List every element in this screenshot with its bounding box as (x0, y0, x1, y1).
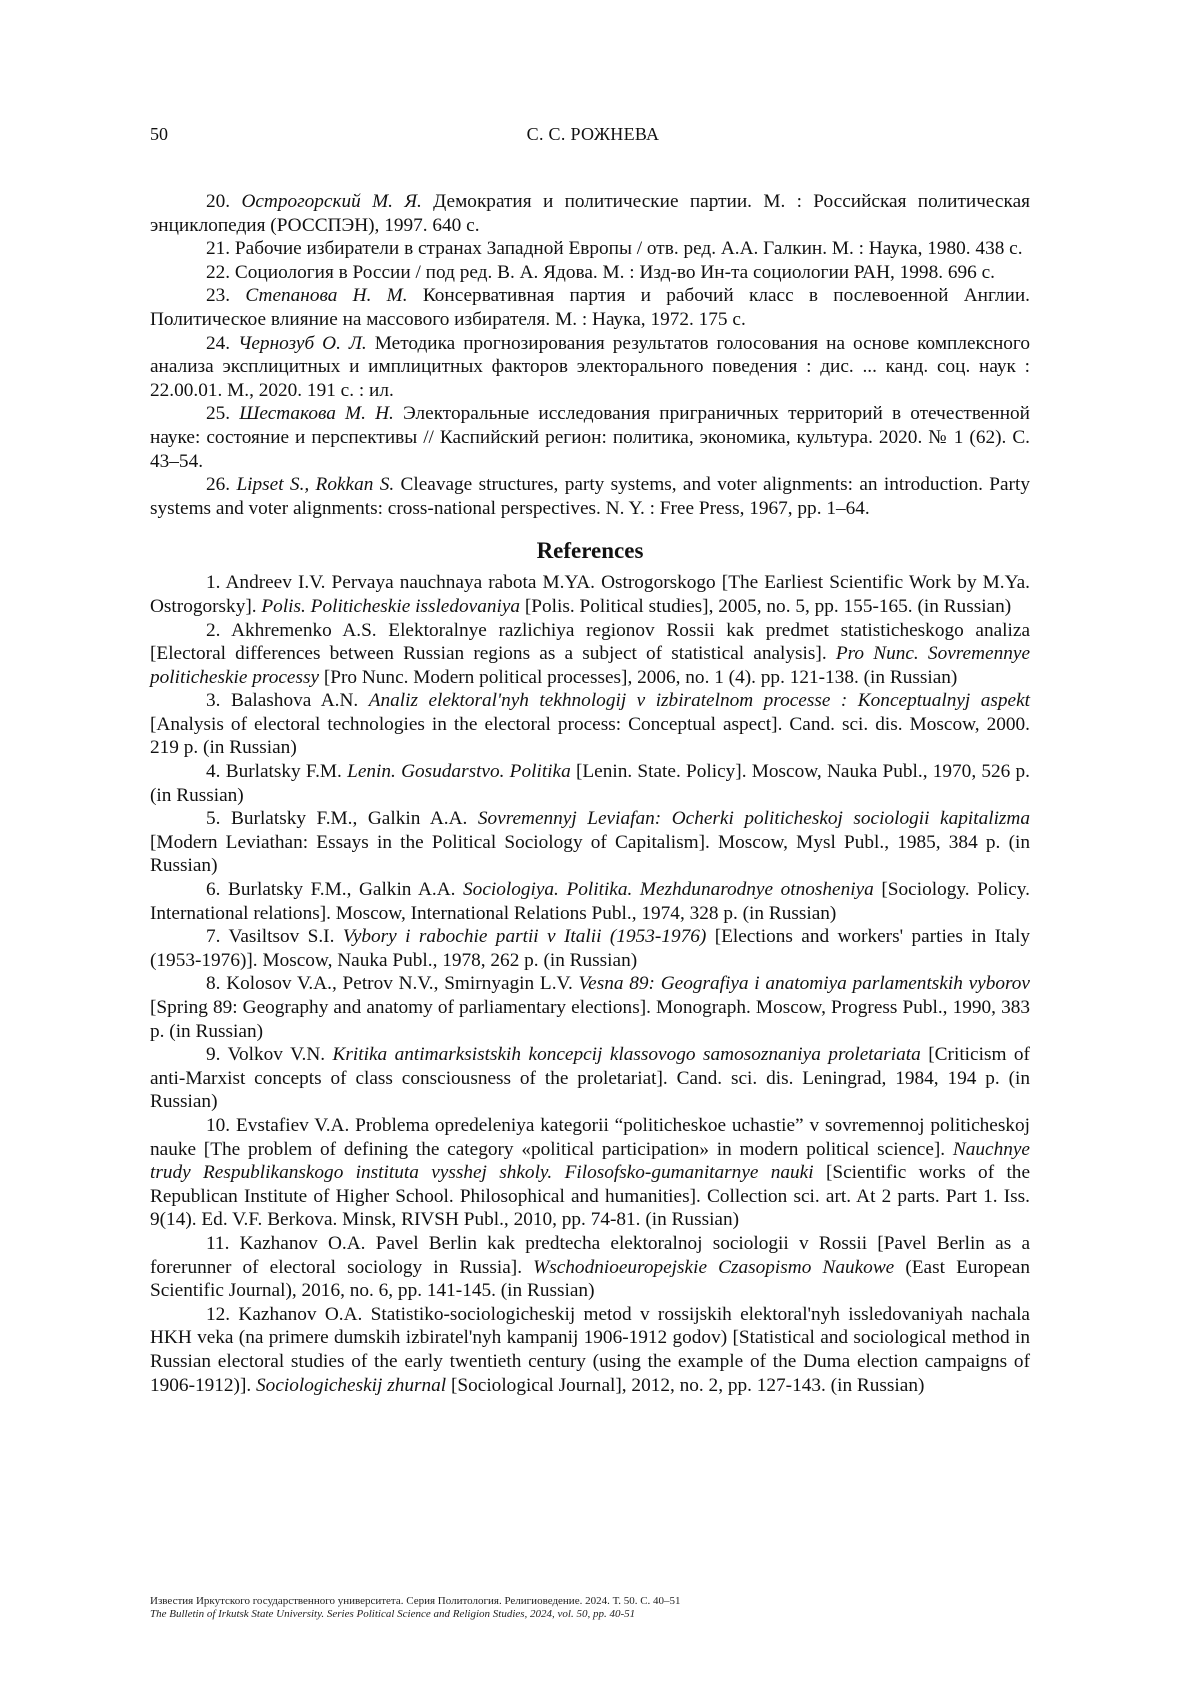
bibliography-entry: 23. Степанова Н. М. Консервативная партия и рабочий класс в послевоенной Англии. Политическое влияние на массового избирателя. М. : Наука, 1972. 175 с. (150, 284, 1030, 331)
reference-entry: 9. Volkov V.N. Kritika antimarksistskih koncepcij klassovogo samosoznaniya proletariata [Criticism of anti-Marxist concepts of class consciousness of the proletariat]. Cand. sci. dis. Leningrad, 1984, 194 p. (in Russian) (150, 1043, 1030, 1114)
bibliography-entry: 26. Lipset S., Rokkan S. Cleavage structures, party systems, and voter alignments: an introduction. Party systems and voter alignments: cross-national perspectives. N. Y. : Free Press, 1967, pp. 1–64. (150, 473, 1030, 520)
bibliography-entry: 25. Шестакова М. Н. Электоральные исследования приграничных территорий в отечественной науке: состояние и перспективы // Каспийский регион: политика, экономика, культура. 2020. № 1 (62). С. 43–54. (150, 402, 1030, 473)
reference-entry: 2. Akhremenko A.S. Elektoralnye razlichiya regionov Rossii kak predmet statisticheskogo analiza [Electoral differences between Russian regions as a subject of statistical analysis]. Pro Nunc. Sovremennye politicheskie processy [Pro Nunc. Modern political processes], 2006, no. 1 (4). pp. 121-138. (in Russian) (150, 619, 1030, 690)
reference-entry: 11. Kazhanov O.A. Pavel Berlin kak predtecha elektoralnoj sociologii v Rossii [Pavel Berlin as a forerunner of electoral sociology in Russia]. Wschodnioeuropejskie Czasopismo Naukowe (East European Scientific Journal), 2016, no. 6, pp. 141-145. (in Russian) (150, 1232, 1030, 1303)
bibliography-entry: 22. Социология в России / под ред. В. А. Ядова. М. : Изд-во Ин-та социологии РАН, 1998. 696 с. (150, 261, 1030, 285)
bibliography-list (150, 190, 1030, 520)
reference-entry: 6. Burlatsky F.M., Galkin A.A. Sociologiya. Politika. Mezhdunarodnye otnosheniya [Sociology. Policy. International relations]. Moscow, International Relations Publ., 1974, 328 p. (in Russian) (150, 878, 1030, 925)
page-content (150, 190, 1030, 1397)
reference-entry: 4. Burlatsky F.M. Lenin. Gosudarstvo. Politika [Lenin. State. Policy]. Moscow, Nauka Publ., 1970, 526 p. (in Russian) (150, 760, 1030, 807)
bibliography-entry: 20. Острогорский М. Я. Демократия и политические партии. М. : Российская политическая энциклопедия (РОССПЭН), 1997. 640 с. (150, 190, 1030, 237)
references-heading: References (150, 537, 1030, 564)
reference-entry: 5. Burlatsky F.M., Galkin A.A. Sovremennyj Leviafan: Ocherki politicheskoj sociologii kapitalizma [Modern Leviathan: Essays in the Political Sociology of Capitalism]. Moscow, Mysl Publ., 1985, 384 p. (in Russian) (150, 807, 1030, 878)
references-list (150, 571, 1030, 1397)
page-footer (150, 1595, 1030, 1621)
reference-entry: 10. Evstafiev V.A. Problema opredeleniya kategorii “politicheskoe uchastie” v sovremennoj politicheskoj nauke [The problem of defining the category «political participation» in modern political science]. Nauchnye trudy Respublikanskogo instituta vysshej shkoly. Filosofsko-gumanitarnye nauki [Scientific works of the Republican Institute of Higher School. Philosophical and humanities]. Collection sci. art. At 2 parts. Part 1. Iss. 9(14). Ed. V.F. Berkova. Minsk, RIVSH Publ., 2010, pp. 74-81. (in Russian) (150, 1114, 1030, 1232)
page-number: 50 (150, 124, 168, 145)
reference-entry: 7. Vasiltsov S.I. Vybory i rabochie partii v Italii (1953-1976) [Elections and workers' parties in Italy (1953-1976)]. Moscow, Nauka Publ., 1978, 262 p. (in Russian) (150, 925, 1030, 972)
reference-entry: 3. Balashova A.N. Analiz elektoral'nyh tekhnologij v izbiratelnom processe : Konceptualnyj aspekt [Analysis of electoral technologies in the electoral process: Conceptual aspect]. Cand. sci. dis. Moscow, 2000. 219 p. (in Russian) (150, 689, 1030, 760)
header-author: С. С. РОЖНЕВА (150, 124, 1036, 145)
running-head (150, 124, 1036, 150)
bibliography-entry: 21. Рабочие избиратели в странах Западной Европы / отв. ред. А.А. Галкин. М. : Наука, 1980. 438 с. (150, 237, 1030, 261)
bibliography-entry: 24. Чернозуб О. Л. Методика прогнозирования результатов голосования на основе комплексного анализа эксплицитных и имплицитных факторов электорального поведения : дис. ... канд. соц. наук : 22.00.01. М., 2020. 191 с. : ил. (150, 332, 1030, 403)
footer-citation-en: The Bulletin of Irkutsk State University. Series Political Science and Religion Studies, 2024, vol. 50, pp. 40-51 (150, 1608, 1030, 1621)
reference-entry: 8. Kolosov V.A., Petrov N.V., Smirnyagin L.V. Vesna 89: Geografiya i anatomiya parlamentskih vyborov [Spring 89: Geography and anatomy of parliamentary elections]. Monograph. Moscow, Progress Publ., 1990, 383 p. (in Russian) (150, 972, 1030, 1043)
reference-entry: 1. Andreev I.V. Pervaya nauchnaya rabota M.YA. Ostrogorskogo [The Earliest Scientific Work by M.Ya. Ostrogorsky]. Polis. Politicheskie issledovaniya [Polis. Political studies], 2005, no. 5, pp. 155-165. (in Russian) (150, 571, 1030, 618)
journal-page (0, 0, 1200, 1705)
footer-citation-ru: Известия Иркутского государственного университета. Серия Политология. Религиоведение. 2024. Т. 50. С. 40–51 (150, 1595, 1030, 1608)
reference-entry: 12. Kazhanov O.A. Statistiko-sociologicheskij metod v rossijskih elektoral'nyh issledovaniyah nachala HKH veka (na primere dumskih izbiratel'nyh kampanij 1906-1912 godov) [Statistical and sociological method in Russian electoral studies of the early twentieth century (using the example of the Duma election campaigns of 1906-1912)]. Sociologicheskij zhurnal [Sociological Journal], 2012, no. 2, pp. 127-143. (in Russian) (150, 1303, 1030, 1397)
